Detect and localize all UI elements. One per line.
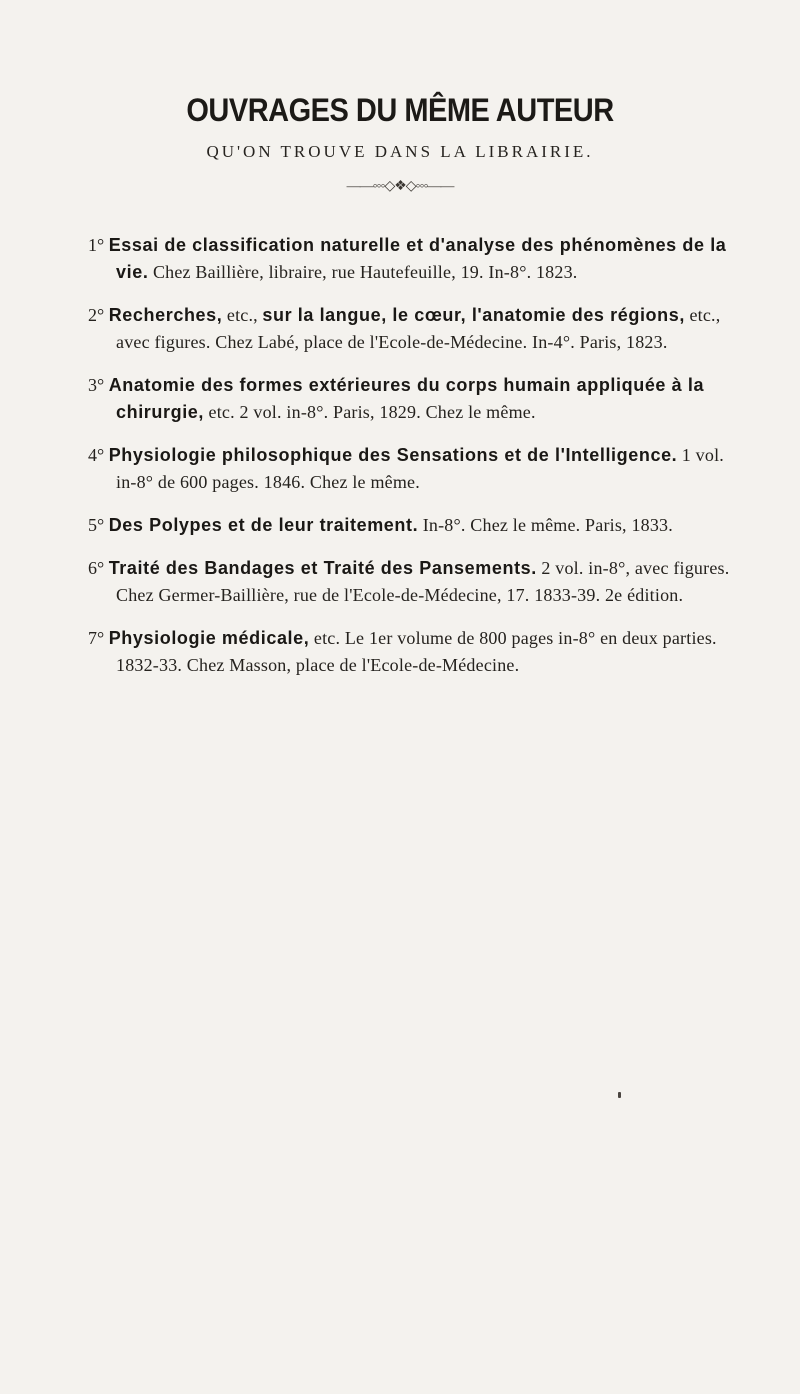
list-item-3 xyxy=(88,372,738,426)
page-title: OUVRAGES DU MÊME AUTEUR xyxy=(186,93,614,129)
page-subtitle: QU'ON TROUVE DANS LA LIBRAIRIE. xyxy=(206,142,594,161)
entry-number: 6° xyxy=(88,558,105,578)
entry-title: Physiologie médicale, xyxy=(108,628,310,648)
list-item-4 xyxy=(88,442,738,496)
list-item-2 xyxy=(88,302,738,356)
ornament-divider: ——◦◦◦◇❖◇◦◦◦—— xyxy=(346,179,454,194)
entry-number: 5° xyxy=(88,515,105,535)
entry-details: etc. 2 vol. in-8°. Paris, 1829. Chez le même. xyxy=(208,402,536,422)
works-list xyxy=(88,232,738,695)
list-item-6 xyxy=(88,555,738,609)
list-item-1 xyxy=(88,232,738,286)
entry-details: etc. Le 1er volume de 800 pages in-8° en deux parties. 1832-33. Chez Masson, place de l'Ecole-de-Médecine. xyxy=(116,628,717,675)
entry-details: 1 vol. in-8° de 600 pages. 1846. Chez le même. xyxy=(116,445,724,492)
entry-number: 1° xyxy=(88,235,105,255)
entry-number: 7° xyxy=(88,628,105,648)
entry-details: etc., avec figures. Chez Labé, place de l'Ecole-de-Médecine. In-4°. Paris, 1823. xyxy=(116,305,721,352)
entry-number: 3° xyxy=(88,375,105,395)
entry-number: 4° xyxy=(88,445,105,465)
entry-number: 2° xyxy=(88,305,105,325)
ink-speck xyxy=(618,1092,621,1098)
list-item-7 xyxy=(88,625,738,679)
entry-details-mid: etc., xyxy=(226,305,258,325)
entry-details: Chez Baillière, libraire, rue Hautefeuille, 19. In-8°. 1823. xyxy=(152,262,578,282)
entry-title: Traité des Bandages et Traité des Pansements. xyxy=(108,558,537,578)
entry-details: 2 vol. in-8°, avec figures. Chez Germer-Baillière, rue de l'Ecole-de-Médecine, 17. 1833-39. 2e édition. xyxy=(116,558,730,605)
entry-title: Anatomie des formes extérieures du corps humain appliquée à la chirurgie, xyxy=(108,375,705,422)
list-item-5 xyxy=(88,512,738,539)
entry-title: Essai de classification naturelle et d'analyse des phénomènes de la vie. xyxy=(108,235,727,282)
entry-title: Physiologie philosophique des Sensations et de l'Intelligence. xyxy=(108,445,678,465)
entry-title: Des Polypes et de leur traitement. xyxy=(108,515,419,535)
entry-details: In-8°. Chez le même. Paris, 1833. xyxy=(422,515,673,535)
entry-title-continued: sur la langue, le cœur, l'anatomie des régions, xyxy=(262,305,685,325)
entry-title: Recherches, xyxy=(108,305,223,325)
